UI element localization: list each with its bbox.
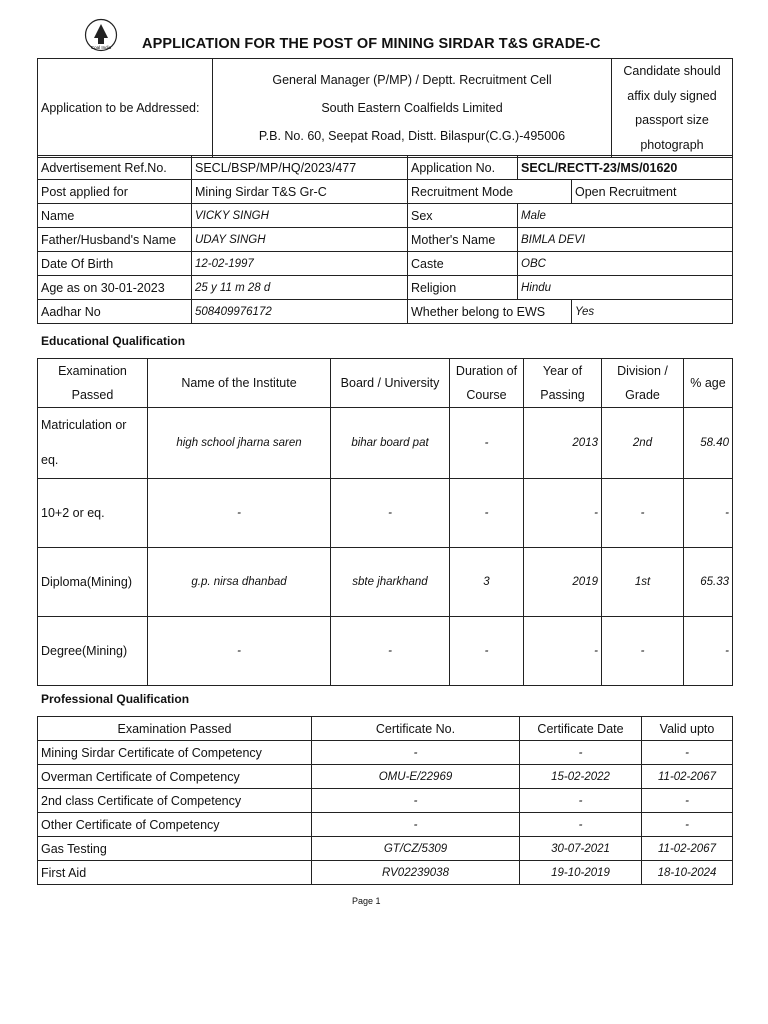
prof-header-exam: Examination Passed [38, 717, 312, 741]
age-label: Age as on 30-01-2023 [38, 276, 192, 300]
aadhar-label: Aadhar No [38, 300, 192, 324]
edu-header-duration: Duration of Course [450, 359, 524, 408]
prof-date: - [520, 789, 642, 813]
prof-certno: RV02239038 [312, 861, 520, 885]
table-row [38, 765, 733, 789]
address-line-1: General Manager (P/MP) / Deptt. Recruitment Cell [272, 73, 552, 87]
prof-valid: 11-02-2067 [642, 765, 733, 789]
edu-header-division: Division / Grade [602, 359, 684, 408]
edu-percent: - [684, 479, 733, 548]
page-number: Page 1 [352, 896, 381, 906]
table-row [38, 741, 733, 765]
table-row [38, 617, 733, 686]
address-line-3: P.B. No. 60, Seepat Road, Distt. Bilaspur(C.G.)-495006 [258, 129, 566, 143]
prof-date: 19-10-2019 [520, 861, 642, 885]
post-value: Mining Sirdar T&S Gr-C [192, 180, 408, 204]
prof-date: - [520, 813, 642, 837]
religion-label: Religion [408, 276, 518, 300]
coal-india-logo-icon [84, 18, 118, 54]
caste-value: OBC [518, 252, 733, 276]
post-label: Post applied for [38, 180, 192, 204]
table-row [38, 789, 733, 813]
appno-value: SECL/RECTT-23/MS/01620 [518, 156, 733, 180]
appno-label: Application No. [408, 156, 518, 180]
prof-header-date: Certificate Date [520, 717, 642, 741]
edu-percent: 58.40 [684, 408, 733, 479]
sex-value: Male [518, 204, 733, 228]
edu-percent: 65.33 [684, 548, 733, 617]
prof-date: 30-07-2021 [520, 837, 642, 861]
prof-exam: Other Certificate of Competency [38, 813, 312, 837]
edu-year: - [524, 617, 602, 686]
table-row [38, 861, 733, 885]
prof-valid: - [642, 741, 733, 765]
applicant-details-table [37, 58, 733, 158]
table-row [38, 548, 733, 617]
adv-label: Advertisement Ref.No. [38, 156, 192, 180]
professional-table [37, 716, 733, 885]
adv-value: SECL/BSP/MP/HQ/2023/477 [192, 156, 408, 180]
edu-header-institute: Name of the Institute [148, 359, 331, 408]
edu-institute: - [148, 617, 331, 686]
ews-value: Yes [572, 300, 733, 324]
education-table [37, 358, 733, 686]
father-value: UDAY SINGH [192, 228, 408, 252]
edu-exam: Degree(Mining) [38, 617, 148, 686]
edu-division: - [602, 479, 684, 548]
prof-exam: Gas Testing [38, 837, 312, 861]
professional-heading: Professional Qualification [41, 692, 190, 706]
name-label: Name [38, 204, 192, 228]
ews-label: Whether belong to EWS [408, 300, 572, 324]
table-row [38, 813, 733, 837]
age-value: 25 y 11 m 28 d [192, 276, 408, 300]
caste-label: Caste [408, 252, 518, 276]
prof-certno: - [312, 789, 520, 813]
edu-duration: - [450, 479, 524, 548]
svg-text:Coal India: Coal India [90, 45, 112, 50]
edu-board: - [331, 617, 450, 686]
mode-label: Recruitment Mode [408, 180, 572, 204]
address-block [213, 59, 612, 158]
prof-exam: First Aid [38, 861, 312, 885]
name-value: VICKY SINGH [192, 204, 408, 228]
prof-exam: 2nd class Certificate of Competency [38, 789, 312, 813]
prof-header-valid: Valid upto [642, 717, 733, 741]
mother-value: BIMLA DEVI [518, 228, 733, 252]
edu-duration: - [450, 617, 524, 686]
address-line-2: South Eastern Coalfields Limited [321, 101, 503, 115]
page-title: APPLICATION FOR THE POST OF MINING SIRDAR T&S GRADE-C [142, 36, 601, 52]
edu-exam: Diploma(Mining) [38, 548, 148, 617]
edu-institute: high school jharna saren [148, 408, 331, 479]
edu-header-board: Board / University [331, 359, 450, 408]
education-heading: Educational Qualification [41, 334, 186, 348]
edu-year: - [524, 479, 602, 548]
mode-value: Open Recruitment [572, 180, 733, 204]
dob-label: Date Of Birth [38, 252, 192, 276]
edu-board: - [331, 479, 450, 548]
details-grid [37, 155, 733, 324]
edu-division: 1st [602, 548, 684, 617]
edu-exam: Matriculation or eq. [38, 408, 148, 479]
religion-value: Hindu [518, 276, 733, 300]
edu-duration: 3 [450, 548, 524, 617]
table-row [38, 479, 733, 548]
table-row [38, 837, 733, 861]
dob-value: 12-02-1997 [192, 252, 408, 276]
edu-board: sbte jharkhand [331, 548, 450, 617]
edu-header-year: Year of Passing [524, 359, 602, 408]
prof-valid: - [642, 789, 733, 813]
prof-certno: - [312, 741, 520, 765]
prof-certno: OMU-E/22969 [312, 765, 520, 789]
edu-duration: - [450, 408, 524, 479]
prof-certno: GT/CZ/5309 [312, 837, 520, 861]
address-label: Application to be Addressed: [38, 59, 213, 158]
prof-valid: 11-02-2067 [642, 837, 733, 861]
prof-exam: Mining Sirdar Certificate of Competency [38, 741, 312, 765]
prof-header-certno: Certificate No. [312, 717, 520, 741]
edu-percent: - [684, 617, 733, 686]
edu-year: 2013 [524, 408, 602, 479]
edu-division: - [602, 617, 684, 686]
father-label: Father/Husband's Name [38, 228, 192, 252]
prof-exam: Overman Certificate of Competency [38, 765, 312, 789]
mother-label: Mother's Name [408, 228, 518, 252]
photo-note: Candidate should affix duly signed passport size photograph [612, 59, 733, 158]
aadhar-value: 508409976172 [192, 300, 408, 324]
edu-year: 2019 [524, 548, 602, 617]
sex-label: Sex [408, 204, 518, 228]
edu-institute: - [148, 479, 331, 548]
edu-header-exam: Examination Passed [38, 359, 148, 408]
prof-valid: - [642, 813, 733, 837]
edu-board: bihar board pat [331, 408, 450, 479]
prof-certno: - [312, 813, 520, 837]
prof-valid: 18-10-2024 [642, 861, 733, 885]
prof-date: - [520, 741, 642, 765]
edu-exam: 10+2 or eq. [38, 479, 148, 548]
edu-header-percent: % age [684, 359, 733, 408]
edu-division: 2nd [602, 408, 684, 479]
table-row [38, 408, 733, 479]
prof-date: 15-02-2022 [520, 765, 642, 789]
edu-institute: g.p. nirsa dhanbad [148, 548, 331, 617]
